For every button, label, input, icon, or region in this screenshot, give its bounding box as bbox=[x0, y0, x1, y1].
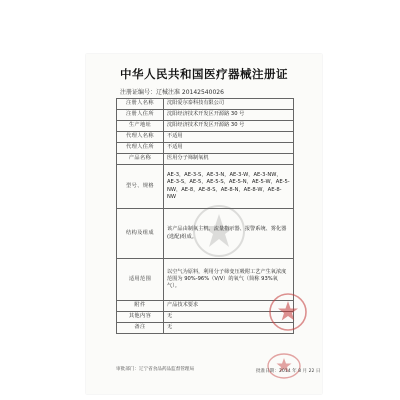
row-key: 注册人住所 bbox=[117, 110, 164, 121]
row-key: 代理人名称 bbox=[117, 132, 164, 143]
row-value: 沈阳经济技术开发区开源路 30 号 bbox=[164, 121, 294, 132]
table-row bbox=[117, 154, 294, 165]
row-value: 无 bbox=[164, 312, 294, 323]
row-key: 附件 bbox=[117, 301, 164, 312]
table-row bbox=[117, 259, 294, 301]
row-value: 无 bbox=[164, 323, 294, 334]
document-title: 中华人民共和国医疗器械注册证 bbox=[120, 67, 288, 81]
row-value: 沈阳爱尔泰科技有限公司 bbox=[164, 99, 294, 110]
row-key: 产品名称 bbox=[117, 154, 164, 165]
row-key: 结构及组成 bbox=[117, 209, 164, 259]
registration-number-value: 辽械注准 20142540026 bbox=[156, 89, 224, 96]
row-key: 型号、规格 bbox=[117, 165, 164, 209]
row-value: 沈阳经济技术开发区开源路 30 号 bbox=[164, 110, 294, 121]
row-key: 代理人住所 bbox=[117, 143, 164, 154]
table-row bbox=[117, 209, 294, 259]
row-key: 生产地址 bbox=[117, 121, 164, 132]
row-value: 以空气为原料，利用分子筛变压吸附工艺产生氧浓度范围为 90%-96%（V/V）的氧气（简称 93%氧气）。 bbox=[164, 259, 294, 301]
row-value: 该产品由制氧主机、流量指示器、报警系统、雾化器(选配)组成。 bbox=[164, 209, 294, 259]
table-row bbox=[117, 301, 294, 312]
table-row bbox=[117, 110, 294, 121]
row-value: 医用分子筛制氧机 bbox=[164, 154, 294, 165]
row-value: 不适用 bbox=[164, 132, 294, 143]
row-key: 适用范围 bbox=[117, 259, 164, 301]
table-row bbox=[117, 312, 294, 323]
registration-number-label: 注册证编号： bbox=[120, 89, 157, 96]
table-row bbox=[117, 121, 294, 132]
row-value: 不适用 bbox=[164, 143, 294, 154]
table-row bbox=[117, 143, 294, 154]
official-seal-stamp bbox=[268, 292, 308, 332]
row-key: 注册人名称 bbox=[117, 99, 164, 110]
issuing-authority: 审批部门：辽宁省食品药品监督管理局 bbox=[116, 367, 195, 372]
row-key: 其他内容 bbox=[117, 312, 164, 323]
row-value: 产品技术要求 bbox=[164, 301, 294, 312]
table-row bbox=[117, 165, 294, 209]
row-value: AE-3，AE-3-S，AE-3-N，AE-3-W，AE-3-NW，AE-3-S，AE-5，AE-5-S，AE-5-N，AE-5-W，AE-5-NW，AE-8，AE-8-S，AE-8-N，AE-8-W，AE-8-NW bbox=[164, 165, 294, 209]
approval-date: 批准日期：2014 年 8 月 22 日 bbox=[256, 369, 321, 374]
row-key: 备注 bbox=[117, 323, 164, 334]
certificate-sheet bbox=[86, 54, 322, 394]
table-row bbox=[117, 99, 294, 110]
table-row bbox=[117, 323, 294, 334]
table-row bbox=[117, 132, 294, 143]
approval-seal-stamp bbox=[266, 352, 302, 380]
